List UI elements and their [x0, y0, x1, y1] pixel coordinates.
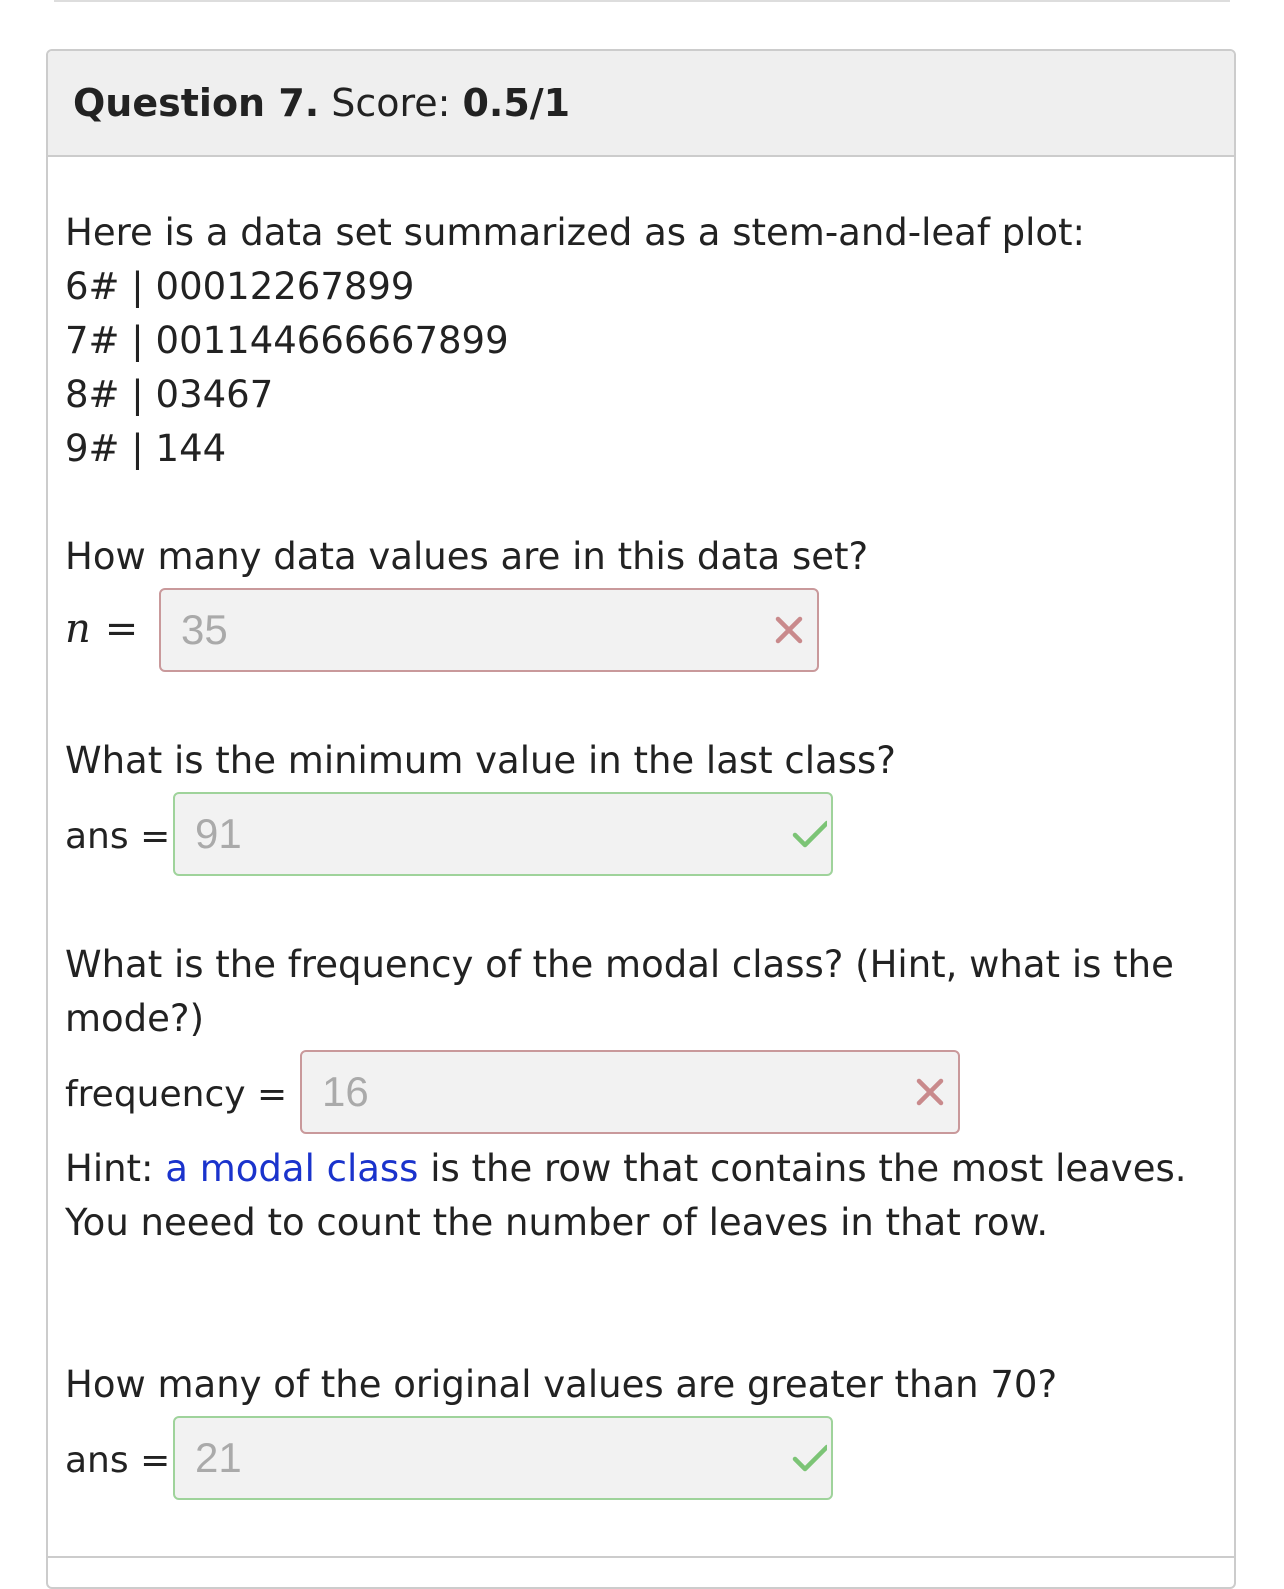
- part1-answer-field[interactable]: [159, 588, 819, 672]
- equals-sign: =: [104, 606, 139, 652]
- x-mark-icon: [773, 614, 805, 646]
- modal-class-link[interactable]: a modal class: [165, 1147, 419, 1190]
- part3-answer-value: 16: [322, 1068, 369, 1115]
- part3-hint: [65, 1142, 1187, 1196]
- part4-label: ans =: [65, 1440, 171, 1481]
- stem-row: 8# | 03467: [65, 373, 274, 416]
- score-value: 0.5/1: [462, 81, 571, 125]
- part1-answer-value: 35: [181, 606, 228, 653]
- card-footer-divider: [48, 1556, 1234, 1558]
- part4-prompt: How many of the original values are greater than 70?: [65, 1363, 1058, 1406]
- part4-answer-field[interactable]: [173, 1416, 833, 1500]
- hint-text: is the row that contains the most leaves.: [430, 1147, 1187, 1190]
- variable-n: n: [65, 606, 91, 652]
- stem-row: 9# | 144: [65, 427, 227, 470]
- part2-prompt: What is the minimum value in the last class?: [65, 739, 896, 782]
- check-mark-icon: [789, 1442, 827, 1474]
- part3-hint-line2: You neeed to count the number of leaves in that row.: [65, 1201, 1049, 1244]
- stem-row: 7# | 001144666667899: [65, 319, 509, 362]
- x-mark-icon: [914, 1076, 946, 1108]
- part3-prompt-line2: mode?): [65, 997, 205, 1040]
- question-header: [48, 51, 1234, 157]
- part1-prompt: How many data values are in this data set?: [65, 535, 869, 578]
- part2-label: ans =: [65, 816, 171, 857]
- part3-label: frequency =: [65, 1074, 288, 1115]
- part2-answer-field[interactable]: [173, 792, 833, 876]
- score-label: Score:: [331, 81, 451, 125]
- part1-label: [65, 606, 138, 652]
- stem-row: 6# | 00012267899: [65, 265, 415, 308]
- top-divider: [54, 0, 1230, 2]
- intro-text: Here is a data set summarized as a stem-and-leaf plot:: [65, 211, 1086, 254]
- question-card: [46, 49, 1236, 1589]
- part4-answer-value: 21: [195, 1434, 242, 1481]
- part3-answer-field[interactable]: [300, 1050, 960, 1134]
- check-mark-icon: [789, 818, 827, 850]
- part3-prompt-line1: What is the frequency of the modal class? (Hint, what is the: [65, 943, 1174, 986]
- hint-prefix: Hint:: [65, 1147, 154, 1190]
- question-number: Question 7.: [73, 81, 320, 125]
- part2-answer-value: 91: [195, 810, 242, 857]
